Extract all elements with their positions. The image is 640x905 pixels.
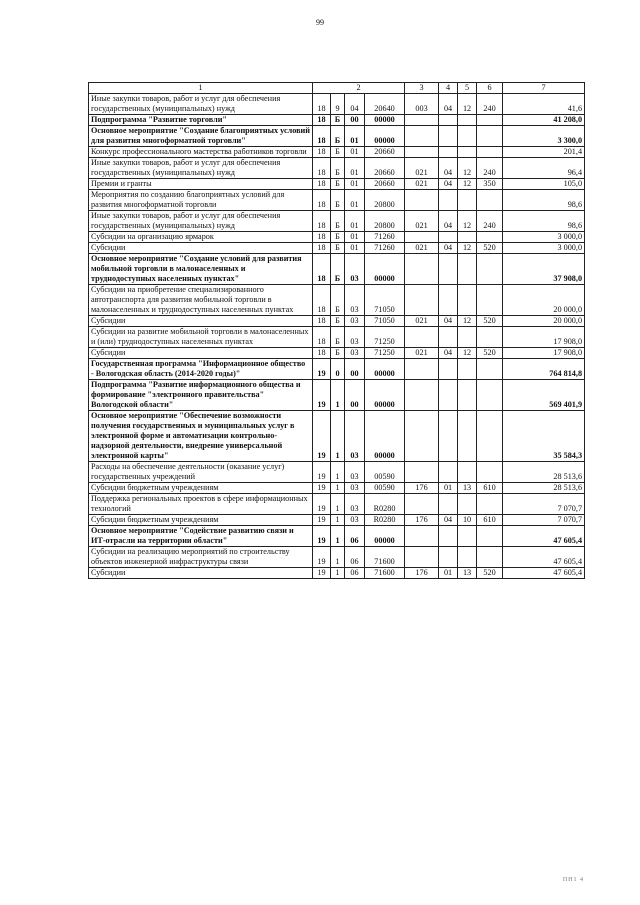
- cell-code-3: 00: [345, 380, 365, 411]
- cell-amount: 28 513,6: [503, 483, 585, 494]
- table-body: [89, 83, 585, 579]
- cell-code-7: 12: [458, 94, 477, 115]
- table-row: [89, 285, 585, 316]
- cell-amount: 41 208,0: [503, 115, 585, 126]
- cell-code-8: 240: [477, 158, 503, 179]
- cell-code-5: [405, 115, 439, 126]
- cell-code-2: 9: [331, 94, 345, 115]
- cell-code-4: 71260: [365, 243, 405, 254]
- cell-code-1: 19: [313, 526, 331, 547]
- cell-code-4: 20660: [365, 147, 405, 158]
- table-row: [89, 526, 585, 547]
- table-row: [89, 158, 585, 179]
- cell-row-name: Основное мероприятие "Обеспечение возможности получения государственных и муниципальных услуг в электронной форме и автоматизации контрольно-надзорной деятельности, внедрение универсальной электронной карты": [89, 411, 313, 462]
- header-cell-3: 3: [405, 83, 439, 94]
- table-row: [89, 483, 585, 494]
- cell-code-4: 71250: [365, 348, 405, 359]
- cell-code-8: [477, 115, 503, 126]
- cell-row-name: Основное мероприятие "Создание условий для развития мобильной торговли в малонаселенных и труднодоступных населенных пунктах": [89, 254, 313, 285]
- cell-code-8: 240: [477, 211, 503, 232]
- cell-code-8: [477, 285, 503, 316]
- cell-row-name: Субсидии на реализацию мероприятий по строительству объектов инженерной инфраструктуры связи: [89, 547, 313, 568]
- table-row: [89, 243, 585, 254]
- cell-amount: 98,6: [503, 211, 585, 232]
- cell-row-name: Конкурс профессионального мастерства работников торговли: [89, 147, 313, 158]
- cell-code-6: 01: [439, 483, 458, 494]
- cell-code-5: [405, 380, 439, 411]
- cell-code-3: 03: [345, 462, 365, 483]
- cell-row-name: Поддержка региональных проектов в сфере информационных технологий: [89, 494, 313, 515]
- table-row: [89, 515, 585, 526]
- cell-code-8: [477, 547, 503, 568]
- cell-code-1: 18: [313, 316, 331, 327]
- cell-row-name: Расходы на обеспечение деятельности (оказание услуг) государственных учреждений: [89, 462, 313, 483]
- cell-code-1: 18: [313, 147, 331, 158]
- cell-code-8: 240: [477, 94, 503, 115]
- cell-code-3: 01: [345, 126, 365, 147]
- cell-code-3: 03: [345, 483, 365, 494]
- cell-code-2: 1: [331, 494, 345, 515]
- cell-row-name: Государственная программа "Информационное общество - Вологодская область (2014-2020 годы)": [89, 359, 313, 380]
- table-row: [89, 254, 585, 285]
- cell-code-8: [477, 494, 503, 515]
- cell-row-name: Основное мероприятие "Создание благоприятных условий для развития многоформатной торговли": [89, 126, 313, 147]
- cell-code-1: 18: [313, 254, 331, 285]
- table-row: [89, 316, 585, 327]
- cell-code-8: [477, 254, 503, 285]
- cell-code-8: 520: [477, 243, 503, 254]
- cell-code-1: 18: [313, 126, 331, 147]
- cell-amount: 105,0: [503, 179, 585, 190]
- cell-amount: 17 908,0: [503, 327, 585, 348]
- cell-code-4: 00000: [365, 126, 405, 147]
- cell-code-4: 71050: [365, 285, 405, 316]
- budget-table: [88, 82, 585, 579]
- cell-code-3: 04: [345, 94, 365, 115]
- cell-code-1: 19: [313, 462, 331, 483]
- cell-code-3: 03: [345, 285, 365, 316]
- cell-code-6: [439, 115, 458, 126]
- cell-code-5: 021: [405, 348, 439, 359]
- cell-amount: 47 605,4: [503, 547, 585, 568]
- table-row: [89, 232, 585, 243]
- cell-code-3: 03: [345, 327, 365, 348]
- cell-row-name: Субсидии: [89, 568, 313, 579]
- cell-code-6: 01: [439, 568, 458, 579]
- cell-code-1: 18: [313, 115, 331, 126]
- cell-code-6: [439, 126, 458, 147]
- table-row: [89, 547, 585, 568]
- table-row: [89, 327, 585, 348]
- cell-code-2: 1: [331, 526, 345, 547]
- table-row: [89, 359, 585, 380]
- cell-code-8: [477, 147, 503, 158]
- cell-code-6: [439, 411, 458, 462]
- cell-row-name: Подпрограмма "Развитие торговли": [89, 115, 313, 126]
- cell-code-8: [477, 232, 503, 243]
- cell-code-6: 04: [439, 243, 458, 254]
- cell-code-1: 18: [313, 94, 331, 115]
- cell-code-8: [477, 190, 503, 211]
- cell-code-3: 01: [345, 179, 365, 190]
- cell-code-5: [405, 147, 439, 158]
- cell-row-name: Субсидии: [89, 348, 313, 359]
- cell-code-3: 03: [345, 411, 365, 462]
- cell-amount: 3 000,0: [503, 243, 585, 254]
- cell-code-5: [405, 285, 439, 316]
- cell-code-7: [458, 327, 477, 348]
- cell-code-6: 04: [439, 316, 458, 327]
- cell-code-3: 01: [345, 211, 365, 232]
- cell-amount: 47 605,4: [503, 568, 585, 579]
- cell-code-6: [439, 380, 458, 411]
- cell-code-2: Б: [331, 147, 345, 158]
- cell-code-4: 00000: [365, 411, 405, 462]
- cell-code-4: 00590: [365, 462, 405, 483]
- cell-code-1: 19: [313, 411, 331, 462]
- cell-code-5: [405, 327, 439, 348]
- cell-code-2: Б: [331, 243, 345, 254]
- cell-code-4: 71260: [365, 232, 405, 243]
- cell-code-1: 19: [313, 568, 331, 579]
- cell-code-2: 1: [331, 462, 345, 483]
- cell-amount: 7 070,7: [503, 494, 585, 515]
- cell-amount: 20 000,0: [503, 285, 585, 316]
- cell-code-8: [477, 327, 503, 348]
- header-cell-5: 5: [458, 83, 477, 94]
- cell-code-2: 1: [331, 380, 345, 411]
- cell-code-4: 20800: [365, 211, 405, 232]
- cell-code-5: 176: [405, 483, 439, 494]
- cell-code-7: 12: [458, 158, 477, 179]
- cell-code-5: 003: [405, 94, 439, 115]
- cell-code-5: [405, 232, 439, 243]
- cell-code-7: 13: [458, 483, 477, 494]
- cell-code-2: Б: [331, 232, 345, 243]
- cell-code-3: 01: [345, 232, 365, 243]
- cell-code-5: 021: [405, 158, 439, 179]
- cell-code-6: 04: [439, 158, 458, 179]
- cell-code-5: [405, 494, 439, 515]
- cell-amount: 17 908,0: [503, 348, 585, 359]
- table-row: [89, 115, 585, 126]
- cell-code-2: Б: [331, 254, 345, 285]
- cell-code-8: [477, 411, 503, 462]
- cell-code-1: 19: [313, 483, 331, 494]
- table-row: [89, 348, 585, 359]
- cell-code-5: [405, 254, 439, 285]
- cell-row-name: Субсидии бюджетным учреждениям: [89, 515, 313, 526]
- cell-row-name: Мероприятия по созданию благоприятных условий для развития многоформатной торговли: [89, 190, 313, 211]
- cell-code-2: Б: [331, 348, 345, 359]
- cell-code-7: 12: [458, 348, 477, 359]
- header-cell-4: 4: [439, 83, 458, 94]
- cell-code-1: 18: [313, 179, 331, 190]
- header-cell-7: 7: [503, 83, 585, 94]
- cell-code-8: [477, 380, 503, 411]
- cell-code-6: [439, 285, 458, 316]
- table-row: [89, 380, 585, 411]
- cell-code-6: 04: [439, 348, 458, 359]
- cell-code-6: [439, 147, 458, 158]
- cell-code-2: Б: [331, 126, 345, 147]
- cell-code-7: [458, 115, 477, 126]
- table-row: [89, 179, 585, 190]
- cell-code-6: [439, 547, 458, 568]
- cell-code-7: 10: [458, 515, 477, 526]
- cell-code-3: 06: [345, 526, 365, 547]
- cell-code-2: Б: [331, 285, 345, 316]
- cell-code-5: 176: [405, 515, 439, 526]
- cell-code-3: 03: [345, 316, 365, 327]
- cell-code-1: 19: [313, 359, 331, 380]
- cell-code-8: 520: [477, 348, 503, 359]
- cell-code-4: 00000: [365, 526, 405, 547]
- cell-code-6: [439, 190, 458, 211]
- cell-row-name: Субсидии: [89, 316, 313, 327]
- cell-code-5: 021: [405, 243, 439, 254]
- cell-code-3: 01: [345, 243, 365, 254]
- cell-amount: 28 513,6: [503, 462, 585, 483]
- header-cell-1: 1: [89, 83, 313, 94]
- cell-code-3: 00: [345, 115, 365, 126]
- cell-code-4: 00000: [365, 254, 405, 285]
- cell-code-4: R0280: [365, 515, 405, 526]
- cell-amount: 35 584,3: [503, 411, 585, 462]
- cell-code-1: 19: [313, 380, 331, 411]
- cell-code-6: 04: [439, 94, 458, 115]
- cell-row-name: Субсидии на развитие мобильной торговли в малонаселенных и (или) труднодоступных населенных пунктах: [89, 327, 313, 348]
- cell-code-1: 18: [313, 232, 331, 243]
- cell-code-2: 1: [331, 515, 345, 526]
- cell-code-7: [458, 126, 477, 147]
- cell-code-2: 1: [331, 547, 345, 568]
- cell-code-5: [405, 411, 439, 462]
- cell-amount: 96,4: [503, 158, 585, 179]
- cell-row-name: Иные закупки товаров, работ и услуг для обеспечения государственных (муниципальных) нужд: [89, 158, 313, 179]
- cell-code-6: [439, 254, 458, 285]
- cell-code-2: Б: [331, 179, 345, 190]
- cell-code-6: 04: [439, 211, 458, 232]
- cell-code-4: 71250: [365, 327, 405, 348]
- cell-code-1: 18: [313, 243, 331, 254]
- cell-code-7: [458, 547, 477, 568]
- cell-code-8: 520: [477, 316, 503, 327]
- table-row: [89, 568, 585, 579]
- cell-code-7: 12: [458, 211, 477, 232]
- cell-code-1: 18: [313, 348, 331, 359]
- cell-amount: 7 070,7: [503, 515, 585, 526]
- cell-code-6: [439, 526, 458, 547]
- cell-code-3: 00: [345, 359, 365, 380]
- cell-amount: 201,4: [503, 147, 585, 158]
- cell-code-5: 176: [405, 568, 439, 579]
- page-number: 99: [316, 18, 324, 27]
- cell-code-1: 18: [313, 190, 331, 211]
- cell-code-4: 00590: [365, 483, 405, 494]
- cell-code-2: Б: [331, 115, 345, 126]
- table-row: [89, 494, 585, 515]
- cell-code-4: 20660: [365, 158, 405, 179]
- cell-code-3: 06: [345, 547, 365, 568]
- table-row: [89, 126, 585, 147]
- cell-code-1: 19: [313, 547, 331, 568]
- table-row: [89, 411, 585, 462]
- cell-code-5: [405, 190, 439, 211]
- cell-code-5: [405, 526, 439, 547]
- cell-amount: 764 814,8: [503, 359, 585, 380]
- cell-row-name: Субсидии: [89, 243, 313, 254]
- cell-code-6: [439, 494, 458, 515]
- cell-code-3: 03: [345, 494, 365, 515]
- cell-code-6: 04: [439, 515, 458, 526]
- cell-code-7: [458, 147, 477, 158]
- cell-amount: 569 401,9: [503, 380, 585, 411]
- cell-code-1: 18: [313, 158, 331, 179]
- cell-code-7: [458, 359, 477, 380]
- header-cell-6: 6: [477, 83, 503, 94]
- cell-code-1: 18: [313, 211, 331, 232]
- cell-code-7: [458, 380, 477, 411]
- cell-code-7: [458, 190, 477, 211]
- cell-code-7: [458, 285, 477, 316]
- cell-code-7: [458, 232, 477, 243]
- cell-code-7: [458, 462, 477, 483]
- cell-code-2: Б: [331, 316, 345, 327]
- cell-row-name: Премии и гранты: [89, 179, 313, 190]
- cell-code-7: 12: [458, 316, 477, 327]
- table-row: [89, 211, 585, 232]
- cell-row-name: Иные закупки товаров, работ и услуг для обеспечения государственных (муниципальных) нужд: [89, 211, 313, 232]
- cell-amount: 3 000,0: [503, 232, 585, 243]
- cell-code-8: 350: [477, 179, 503, 190]
- cell-code-2: 1: [331, 483, 345, 494]
- cell-code-4: 00000: [365, 380, 405, 411]
- cell-code-5: 021: [405, 211, 439, 232]
- cell-code-8: 610: [477, 483, 503, 494]
- cell-code-3: 01: [345, 158, 365, 179]
- cell-code-8: 520: [477, 568, 503, 579]
- cell-code-3: 01: [345, 190, 365, 211]
- cell-row-name: Субсидии на приобретение специализированного автотранспорта для развития мобильной торговли в малонаселенных и труднодоступных населенных пунктах: [89, 285, 313, 316]
- cell-code-1: 18: [313, 285, 331, 316]
- cell-code-7: [458, 494, 477, 515]
- table-row: [89, 147, 585, 158]
- cell-code-7: [458, 526, 477, 547]
- cell-code-7: 12: [458, 243, 477, 254]
- cell-code-7: 12: [458, 179, 477, 190]
- cell-code-4: 71050: [365, 316, 405, 327]
- cell-code-5: 021: [405, 316, 439, 327]
- cell-amount: 47 605,4: [503, 526, 585, 547]
- cell-code-2: Б: [331, 211, 345, 232]
- cell-code-7: [458, 411, 477, 462]
- cell-row-name: Иные закупки товаров, работ и услуг для обеспечения государственных (муниципальных) нужд: [89, 94, 313, 115]
- cell-row-name: Подпрограмма "Развитие информационного общества и формирование "электронного правительства" Вологодской области": [89, 380, 313, 411]
- cell-code-4: 71600: [365, 568, 405, 579]
- cell-code-8: [477, 359, 503, 380]
- cell-code-2: 1: [331, 568, 345, 579]
- cell-code-2: 1: [331, 411, 345, 462]
- cell-code-4: 00000: [365, 359, 405, 380]
- cell-code-7: 13: [458, 568, 477, 579]
- cell-code-6: [439, 359, 458, 380]
- cell-code-4: 00000: [365, 115, 405, 126]
- cell-amount: 41,6: [503, 94, 585, 115]
- cell-code-3: 06: [345, 568, 365, 579]
- cell-code-4: 20660: [365, 179, 405, 190]
- cell-code-1: 19: [313, 494, 331, 515]
- cell-code-5: [405, 359, 439, 380]
- cell-code-2: 0: [331, 359, 345, 380]
- cell-code-4: R0280: [365, 494, 405, 515]
- cell-row-name: Субсидии на организацию ярмарок: [89, 232, 313, 243]
- table-row: [89, 94, 585, 115]
- cell-code-5: [405, 462, 439, 483]
- cell-code-6: 04: [439, 179, 458, 190]
- cell-code-5: [405, 547, 439, 568]
- cell-code-4: 71600: [365, 547, 405, 568]
- cell-code-3: 03: [345, 254, 365, 285]
- cell-code-4: 20640: [365, 94, 405, 115]
- cell-row-name: Основное мероприятие "Содействие развитию связи и ИТ-отрасли на территории области": [89, 526, 313, 547]
- table-row: [89, 462, 585, 483]
- cell-code-8: 610: [477, 515, 503, 526]
- header-row: [89, 83, 585, 94]
- cell-code-3: 03: [345, 515, 365, 526]
- cell-code-2: Б: [331, 158, 345, 179]
- cell-code-7: [458, 254, 477, 285]
- cell-code-6: [439, 232, 458, 243]
- cell-code-3: 01: [345, 147, 365, 158]
- footer-mark: ПН1 4: [562, 877, 584, 883]
- cell-code-1: 19: [313, 515, 331, 526]
- cell-row-name: Субсидии бюджетным учреждениям: [89, 483, 313, 494]
- cell-amount: 37 908,0: [503, 254, 585, 285]
- cell-code-2: Б: [331, 327, 345, 348]
- cell-code-3: 03: [345, 348, 365, 359]
- cell-code-5: [405, 126, 439, 147]
- cell-code-8: [477, 526, 503, 547]
- cell-code-2: Б: [331, 190, 345, 211]
- cell-code-6: [439, 462, 458, 483]
- cell-code-1: 18: [313, 327, 331, 348]
- header-cell-2: 2: [313, 83, 405, 94]
- cell-amount: 20 000,0: [503, 316, 585, 327]
- table-row: [89, 190, 585, 211]
- cell-code-8: [477, 126, 503, 147]
- cell-amount: 3 300,0: [503, 126, 585, 147]
- cell-code-5: 021: [405, 179, 439, 190]
- cell-code-6: [439, 327, 458, 348]
- cell-code-8: [477, 462, 503, 483]
- cell-code-4: 20800: [365, 190, 405, 211]
- cell-amount: 98,6: [503, 190, 585, 211]
